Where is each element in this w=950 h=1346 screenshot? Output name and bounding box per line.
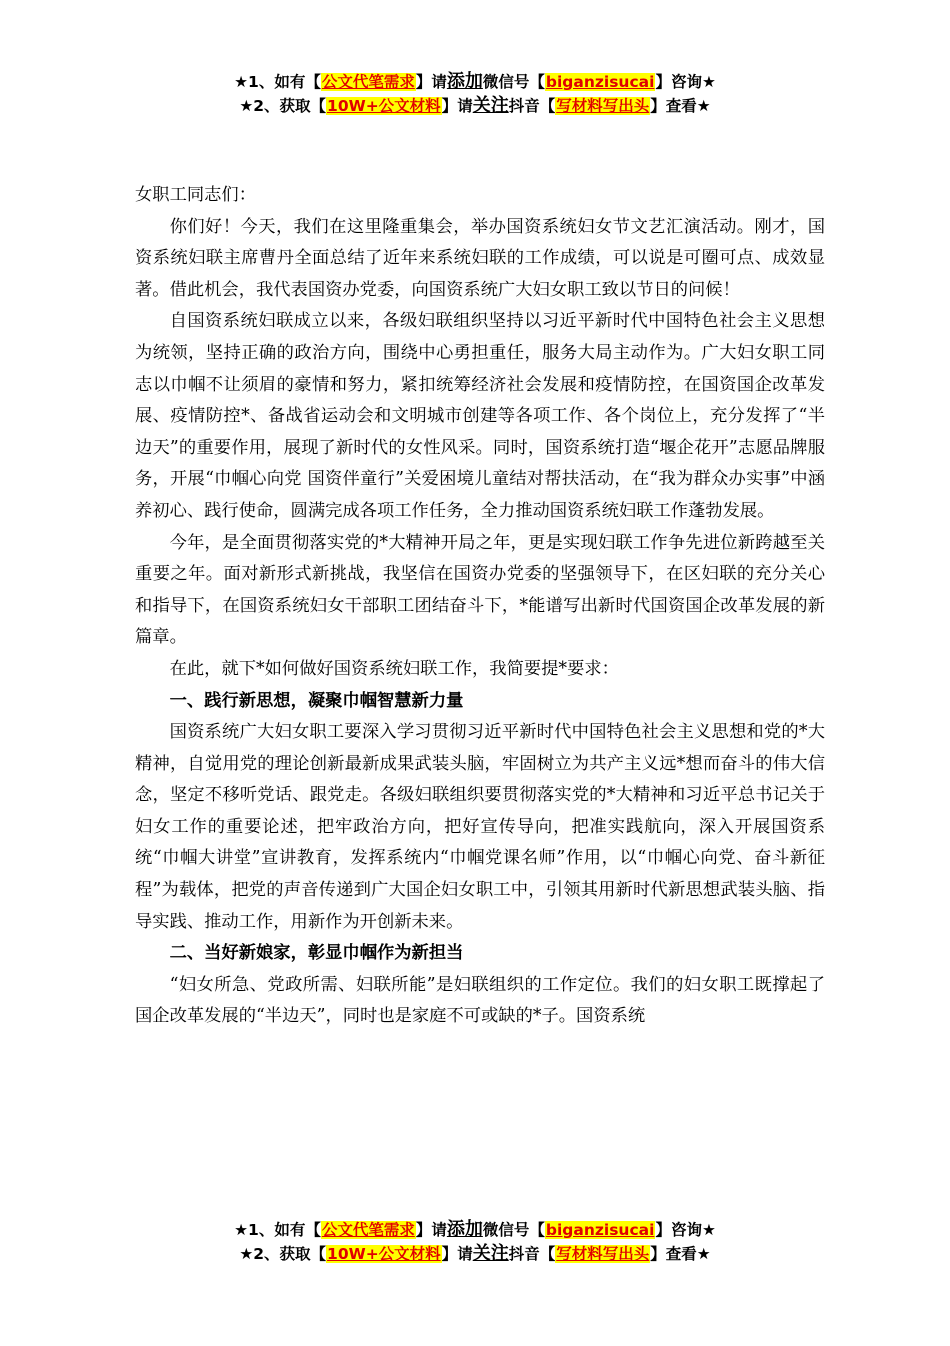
paragraph-greeting: 你们好！今天，我们在这里隆重集会，举办国资系统妇女节文艺汇演活动。刚才，国资系统妇联主席曹丹全面总结了近年来系统妇联的工作成绩，可以说是可圈可点、成效显著。借此机会，我代表国资办党委，向国资系统广大妇女职工致以节日的问候！ — [135, 216, 825, 300]
banner-text: 抖音【 — [508, 97, 556, 115]
banner-text: 】请 — [415, 73, 447, 91]
paragraph-section-1: 国资系统广大妇女职工要深入学习贯彻习近平新时代中国特色社会主义思想和党的*大精神，自觉用党的理论创新最新成果武装头脑，牢固树立为共产主义远*想而奋斗的伟大信念，坚定不移听党话、跟党走。各级妇联组织要贯彻落实党的*大精神和习近平总书记关于妇女工作的重要论述，把牢政治方向，把好宣传导向，把准实践航向，深入开展国资系统“巾帼大讲堂”宣讲教育，发挥系统内“巾帼党课名师”作用，以“巾帼心向党、奋斗新征程”为载体，把党的声音传递到广大国企妇女职工中，引领其用新时代新思想武装头脑、指导实践、推动工作，用新作为开创新未来。 — [135, 722, 825, 932]
emphasis-follow: 关注 — [472, 1243, 509, 1264]
paragraph-outlook: 今年，是全面贯彻落实党的*大精神开局之年，更是实现妇联工作争先进位新跨越至关重要之年。面对新形式新挑战，我坚信在国资办党委的坚强领导下，在区妇联的充分关心和指导下，在国资系统妇女干部职工团结奋斗下，*能谱写出新时代国资国企改革发展的新篇章。 — [135, 532, 825, 648]
banner-text: 】咨询★ — [655, 1221, 716, 1239]
banner-text: 抖音【 — [508, 1245, 556, 1263]
salutation: 女职工同志们： — [135, 185, 256, 205]
document-body — [135, 180, 825, 1033]
banner-line-2 — [0, 1242, 950, 1266]
banner-text: ★1、如有【 — [234, 1221, 321, 1239]
banner-line-1 — [0, 1218, 950, 1242]
footer-banner — [0, 1218, 950, 1266]
banner-line-1 — [0, 70, 950, 94]
banner-text: 】请 — [415, 1221, 447, 1239]
header-banner — [0, 70, 950, 118]
emphasis-add: 添加 — [446, 1219, 483, 1240]
emphasis-follow: 关注 — [472, 95, 509, 116]
section-heading-2: 二、当好新娘家，彰显巾帼作为新担当 — [169, 943, 464, 964]
paragraph-achievements: 自国资系统妇联成立以来，各级妇联组织坚持以习近平新时代中国特色社会主义思想为统领，坚持正确的政治方向，围绕中心勇担重任，服务大局主动作为。广大妇女职工同志以巾帼不让须眉的豪情和努力，紧扣统筹经济社会发展和疫情防控，在国资国企改革发展、疫情防控*、备战省运动会和文明城市创建等各项工作、各个岗位上，充分发挥了“半边天”的重要作用，展现了新时代的女性风采。同时，国资系统打造“堰企花开”志愿品牌服务，开展“巾帼心向党 国资伴童行”关爱困境儿童结对帮扶活动，在“我为群众办实事”中涵养初心、践行使命，圆满完成各项工作任务，全力推动国资系统妇联工作蓬勃发展。 — [135, 311, 825, 521]
paragraph-requirements-intro: 在此，就下*如何做好国资系统妇联工作，我简要提*要求： — [169, 658, 619, 679]
banner-text: 】查看★ — [650, 97, 711, 115]
highlight-service: 公文代笔需求 — [321, 1221, 415, 1239]
paragraph-section-2: “妇女所急、党政所需、妇联所能”是妇联组织的工作定位。我们的妇女职工既撑起了国企改革发展的“半边天”，同时也是家庭不可或缺的*子。国资系统 — [135, 974, 825, 1027]
banner-text: 】请 — [441, 97, 473, 115]
banner-text: ★2、获取【 — [239, 97, 327, 115]
banner-text: 】请 — [441, 1245, 473, 1263]
banner-text: ★1、如有【 — [234, 73, 321, 91]
highlight-wechat-id: biganzisucai — [545, 1221, 655, 1239]
banner-text: 】查看★ — [650, 1245, 711, 1263]
highlight-materials: 10W+公文材料 — [327, 1245, 441, 1263]
highlight-materials: 10W+公文材料 — [327, 97, 441, 115]
banner-line-2 — [0, 94, 950, 118]
highlight-douyin-name: 写材料写出头 — [556, 1245, 650, 1263]
banner-text: 微信号【 — [482, 1221, 545, 1239]
highlight-douyin-name: 写材料写出头 — [556, 97, 650, 115]
emphasis-add: 添加 — [446, 71, 483, 92]
section-heading-1: 一、践行新思想，凝聚巾帼智慧新力量 — [169, 690, 464, 711]
highlight-wechat-id: biganzisucai — [545, 73, 655, 91]
banner-text: ★2、获取【 — [239, 1245, 327, 1263]
banner-text: 微信号【 — [482, 73, 545, 91]
banner-text: 】咨询★ — [655, 73, 716, 91]
highlight-service: 公文代笔需求 — [321, 73, 415, 91]
